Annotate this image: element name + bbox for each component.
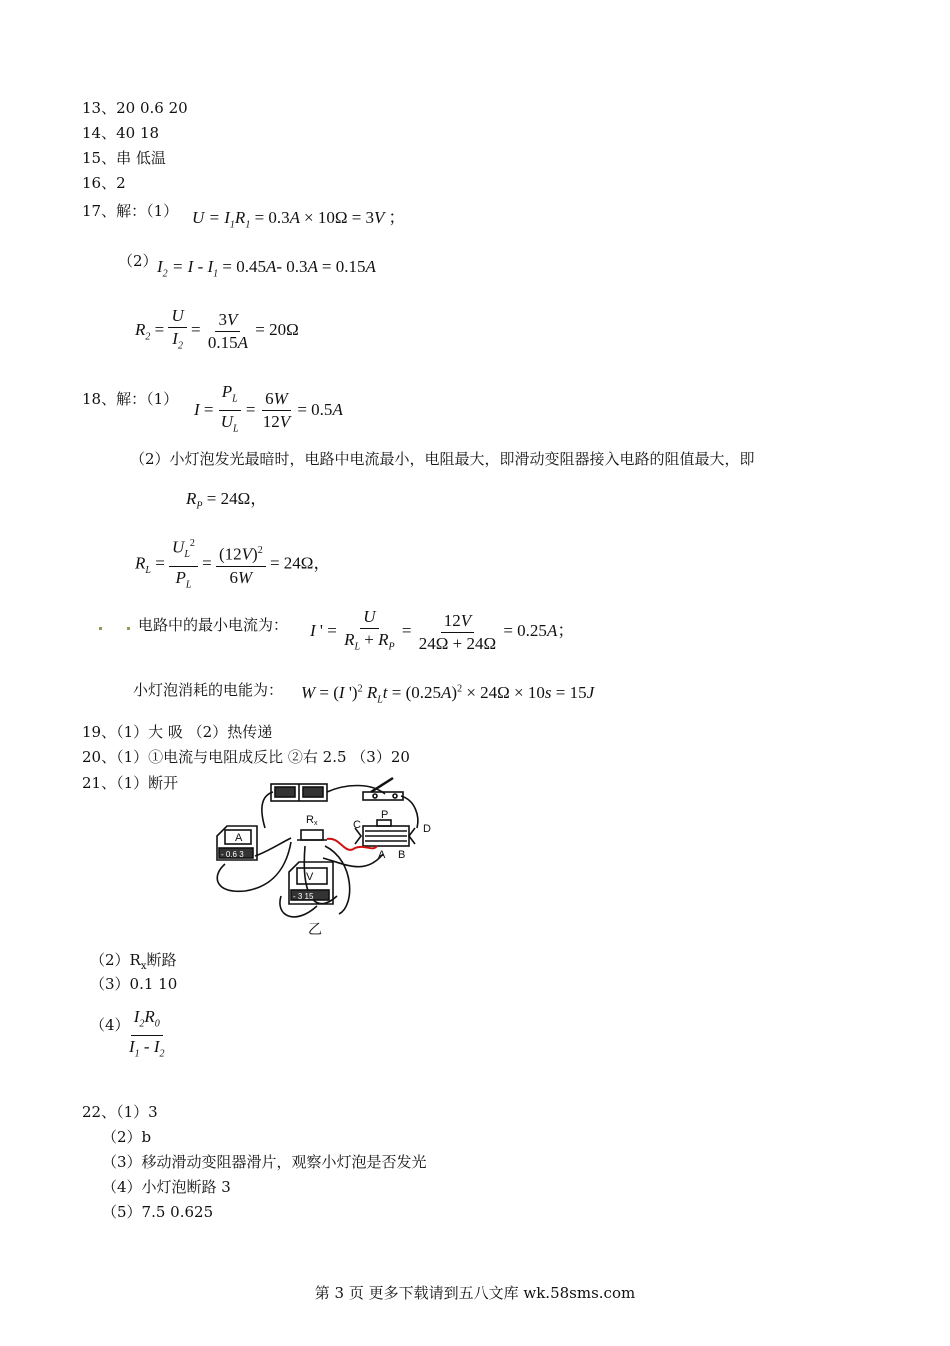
answer-22-part2: （2）b [102,1128,152,1146]
figure-caption: 乙 [308,922,322,938]
answer-16: 16、2 [82,174,126,192]
stray-mark [99,627,102,630]
stray-mark [127,627,130,630]
answer-21-part4: （4） [90,1016,130,1034]
ammeter-scale: - 0.6 3 [221,850,244,859]
answer-17-part2: （2） [118,252,158,270]
formula-17-2: $I_2 = I - I_1 = 0.45A-$ 0.3A = 0.15A [157,257,376,280]
slider-label-p: P [381,809,389,821]
formula-17-1: $U = I_1R_1 = 0.3A \times 10\Omega = 3V$ ； [192,208,406,231]
answer-18-part2: （2）小灯泡发光最暗时，电路中电流最小，电阻最大，即滑动变阻器接入电路的阻值最大，即 [130,450,755,468]
formula-17-3: $R_2$ = $\frac{U}{I_2}$ = $\frac{3V}{0.15A}$ = 20Ω [135,306,299,352]
circuit-diagram [205,776,450,941]
formula-18-5: W = (I ')$^2$ $R_Lt = (0.25A)^2 \times 24\Omega \times 10s = 15J$ [301,683,595,706]
answer-22-part5: （5）7.5 0.625 [102,1203,214,1221]
voltmeter-scale: - 3 15 [293,892,314,901]
terminal-label-a: A [378,849,386,861]
answer-21-part2: $(2)R_x$断路 [90,951,177,972]
answer-22-part4: （4）小灯泡断路 3 [102,1178,231,1196]
formula-18-4: I ' = $\frac{U}{R_L + R_P}$ = $\frac{12V}{24\Omega + 24\Omega}$ = 0.25A； [310,607,575,653]
answer-21-part3: （3）0.1 10 [90,975,178,993]
answer-20: 20、（1）①电流与电阻成反比 ②右 2.5 （3）20 [82,748,410,766]
terminal-label-d: D [423,823,431,835]
answer-19: 19、（1）大 吸 （2）热传递 [82,723,273,741]
terminal-label-c: C [353,819,361,831]
answer-18-label: 18、解：（1） [82,390,179,408]
voltmeter-label: V [306,871,314,883]
answer-15: 15、串 低温 [82,149,166,167]
page-footer: 第 3 页 更多下载请到五八文库 wk.58sms.com [314,1284,636,1302]
formula-18-3: $R_L$ = $\frac{U_L^2}{P_L}$ = $\frac{(12V)^2}{6W}$ = 24Ω， [135,534,330,595]
answer-18-energy: 小灯泡消耗的电能为： [133,681,284,699]
formula-18-1: I = $\frac{P_L}{U_L}$ = $\frac{6W}{12V}$ = 0.5A [194,382,343,435]
rx-label: Rx [306,814,318,827]
answer-18-min-current: 电路中的最小电流为： [138,616,289,634]
answer-17-label: 17、解：（1） [82,202,179,220]
formula-18-2: $R_P = 24\Omega$， [186,489,268,512]
answer-22-part3: （3）移动滑动变阻器滑片，观察小灯泡是否发光 [102,1153,427,1171]
answer-22: 22、（1）3 [82,1103,158,1121]
answer-14: 14、40 18 [82,124,160,142]
formula-21-4: $\frac{I_2R_0}{I_1 - I_2}$ [129,1007,165,1060]
ammeter-label: A [235,832,243,844]
answer-21: 21、（1）断开 [82,774,179,792]
terminal-label-b: B [398,849,406,861]
answer-13: 13、20 0.6 20 [82,99,188,117]
